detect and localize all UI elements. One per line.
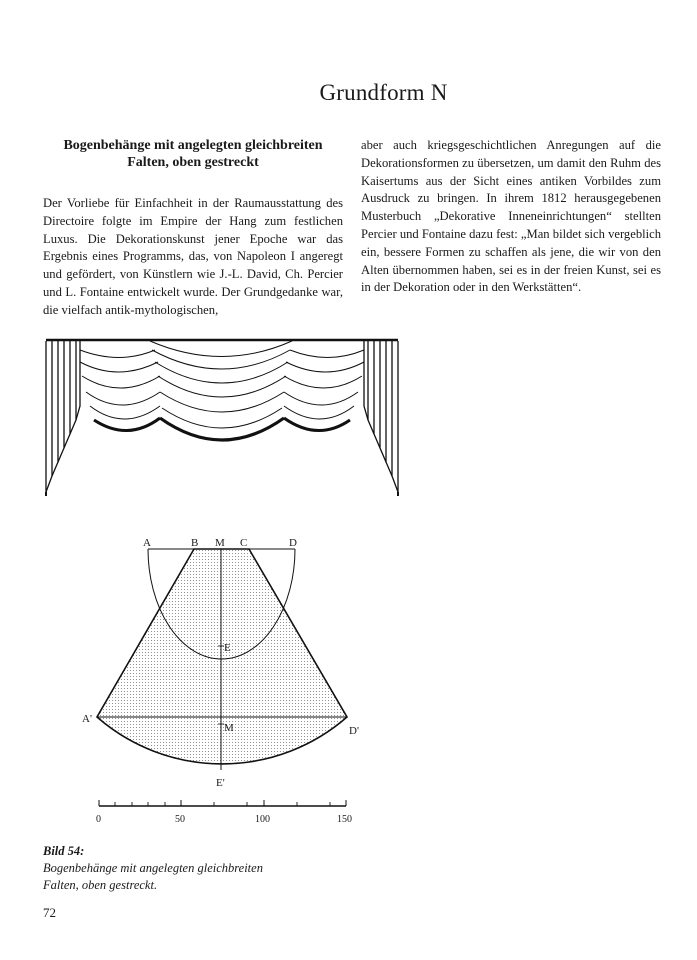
label-d-prime: D' bbox=[349, 725, 359, 737]
section-heading-line-2: Falten, oben gestreckt bbox=[127, 155, 259, 170]
label-b: B bbox=[191, 537, 199, 549]
label-a: A bbox=[143, 537, 151, 549]
left-paragraph: Der Vorliebe für Einfachheit in der Raumausstattung des Directoire folgte im Empire der Hang zum festlichen Luxus. Die Dekorationskunst jener Epoche war das Ergebnis eines Programms, das, von Napoleon I angeregt und gefördert, von Künstlern wie J.-L. David, Ch. Percier und L. Fontaine entwickelt wurde. Der Grundgedanke war, die vielfach antik-mythologischen, bbox=[43, 196, 343, 317]
shaded-sector bbox=[97, 549, 347, 764]
scale-tick-0: 0 bbox=[96, 814, 101, 825]
caption-title: Bild 54: bbox=[43, 844, 85, 858]
scale-bar bbox=[96, 800, 352, 825]
construction-diagram bbox=[82, 537, 359, 789]
scale-tick-50: 50 bbox=[175, 814, 185, 825]
drapery-illustration bbox=[46, 340, 398, 496]
label-d: D bbox=[289, 537, 297, 549]
right-jabot bbox=[364, 341, 398, 496]
caption-line-2: Falten, oben gestreckt. bbox=[43, 878, 158, 892]
label-m: M bbox=[215, 537, 225, 549]
center-swag bbox=[150, 341, 292, 440]
figure-caption bbox=[43, 843, 263, 894]
right-swag bbox=[284, 350, 364, 431]
left-swag bbox=[80, 350, 160, 431]
label-m-prime: M bbox=[224, 722, 234, 734]
page-number: 72 bbox=[43, 905, 56, 920]
scale-tick-150: 150 bbox=[337, 814, 352, 825]
left-jabot bbox=[46, 341, 80, 496]
label-a-prime: A' bbox=[82, 713, 92, 725]
label-e: E bbox=[224, 642, 231, 654]
right-paragraph: aber auch kriegsgeschichtlichen Anregungen auf die Dekorationsformen zu übersetzen, um damit den Ruhm des Kaisertums aus der Sicht eines antiken Vorbildes zum Ausdruck zu bringen. In ihrem 1812 herausgegebenen Musterbuch „Dekorative Inneneinrichtungen“ stellten Percier und Fontaine dazu fest: „Man bildet sich vergeblich ein, bessere Formen zu schaffen als jene, die wir von den Alten übernommen haben, sei es in der freien Kunst, sei es in der Dekoration oder in den Werkstätten“. bbox=[361, 138, 661, 295]
caption-line-1: Bogenbehänge mit angelegten gleichbreiten bbox=[43, 861, 263, 875]
label-e-prime: E' bbox=[216, 777, 225, 789]
scale-tick-100: 100 bbox=[255, 814, 270, 825]
label-c: C bbox=[240, 537, 248, 549]
page-title: Grundform N bbox=[319, 80, 448, 105]
section-heading-line-1: Bogenbehänge mit angelegten gleichbreiten bbox=[63, 138, 323, 153]
